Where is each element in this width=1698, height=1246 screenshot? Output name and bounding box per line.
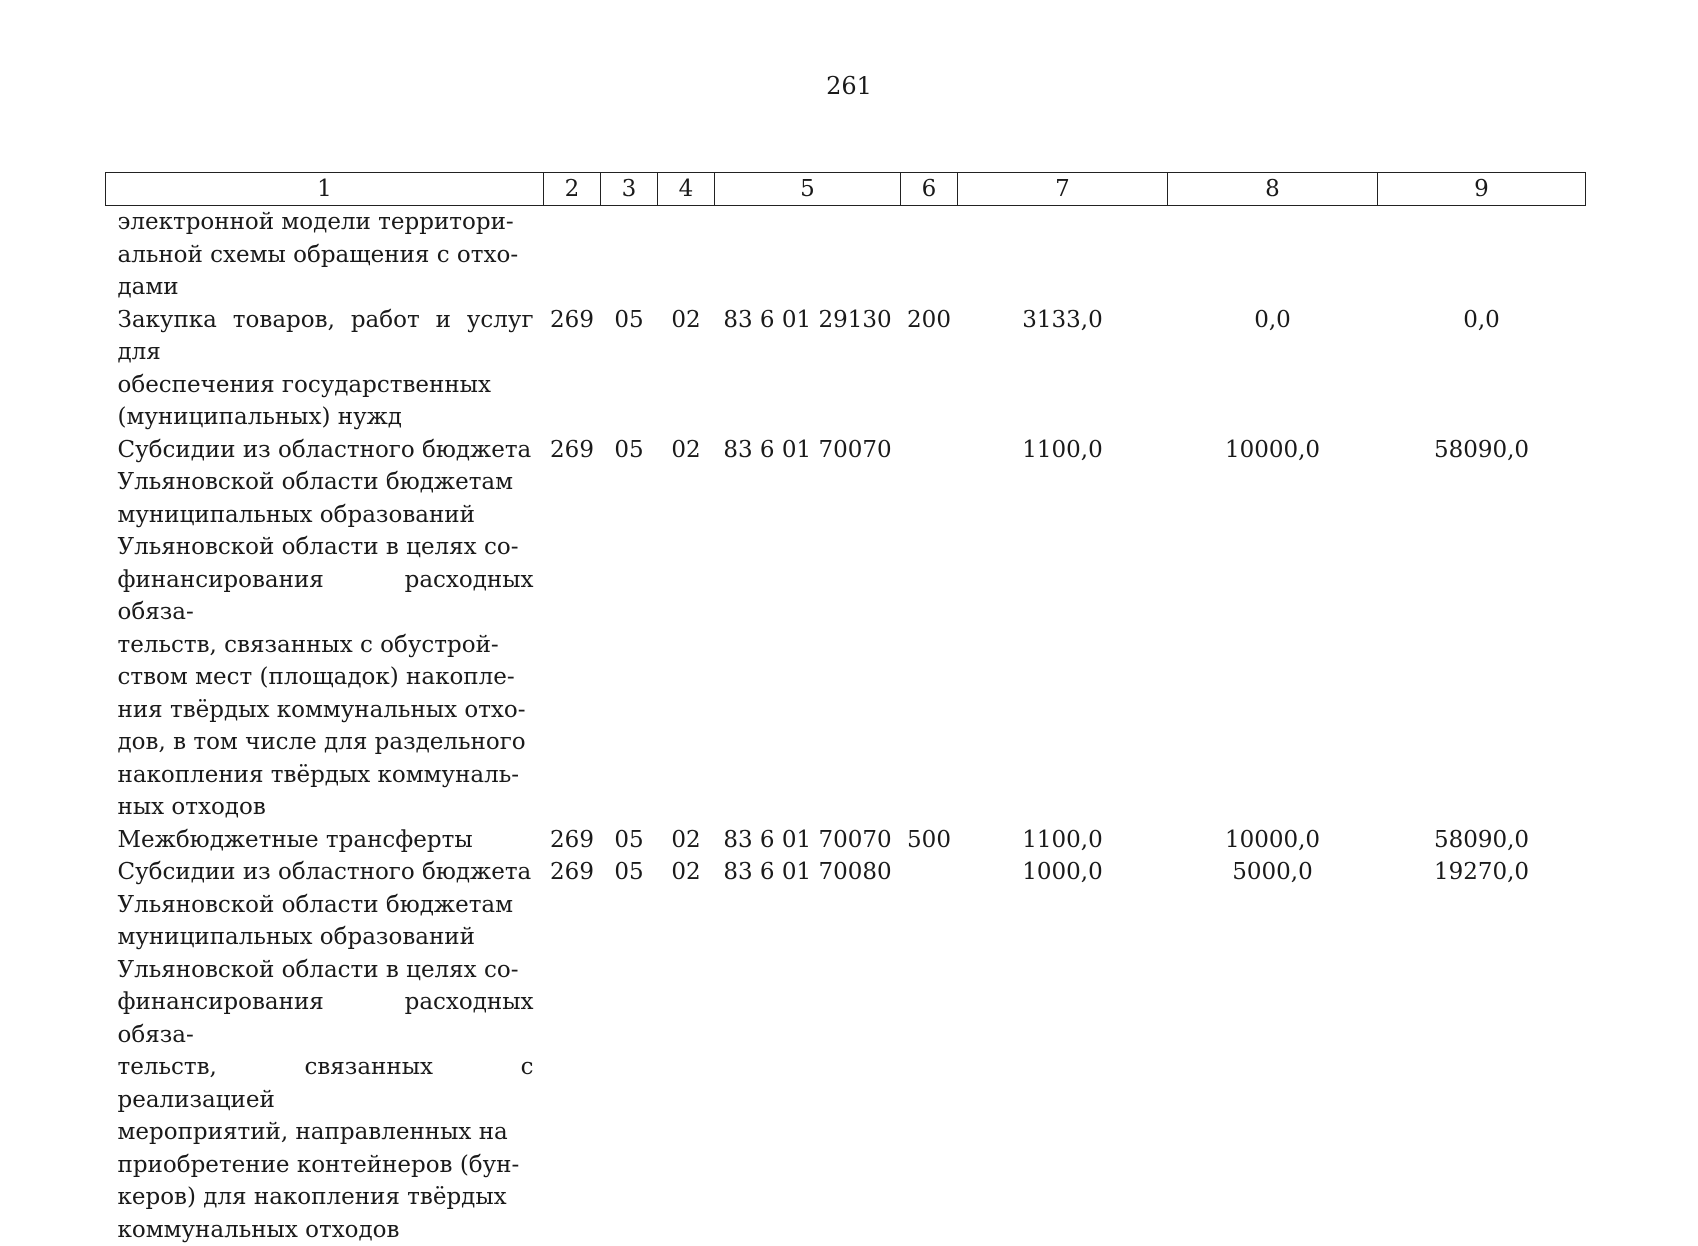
table-row [106, 304, 1586, 434]
description-line: муниципальных образований [118, 499, 534, 532]
cell-c5: 83 6 01 70070 [715, 824, 901, 857]
description-line: финансирования расходных обяза- [118, 986, 534, 1051]
description-line: Ульяновской области в целях со- [118, 954, 534, 987]
cell-c2: 269 [544, 304, 601, 434]
header-col-5: 5 [715, 173, 901, 206]
row-description [106, 856, 544, 1246]
cell-c5: 83 6 01 29130 [715, 304, 901, 434]
cell-c7 [958, 206, 1168, 304]
description-line: (муниципальных) нужд [118, 401, 534, 434]
cell-c9 [1378, 206, 1586, 304]
description-line: керов) для накопления твёрдых [118, 1181, 534, 1214]
row-description [106, 304, 544, 434]
description-line: коммунальных отходов [118, 1214, 534, 1246]
cell-c8 [1168, 206, 1378, 304]
cell-c4: 02 [658, 304, 715, 434]
cell-c7: 1000,0 [958, 856, 1168, 1246]
cell-c7: 3133,0 [958, 304, 1168, 434]
cell-c4: 02 [658, 434, 715, 824]
cell-c5: 83 6 01 70080 [715, 856, 901, 1246]
cell-c9: 0,0 [1378, 304, 1586, 434]
cell-c4: 02 [658, 856, 715, 1246]
cell-c9: 58090,0 [1378, 434, 1586, 824]
description-line: ния твёрдых коммунальных отхо- [118, 694, 534, 727]
cell-c2 [544, 206, 601, 304]
cell-c8: 0,0 [1168, 304, 1378, 434]
cell-c2: 269 [544, 824, 601, 857]
description-line: Ульяновской области в целях со- [118, 531, 534, 564]
description-line: муниципальных образований [118, 921, 534, 954]
table-header [106, 173, 1586, 206]
description-line: Ульяновской области бюджетам [118, 889, 534, 922]
header-col-8: 8 [1168, 173, 1378, 206]
description-line: мероприятий, направленных на [118, 1116, 534, 1149]
cell-c3: 05 [601, 856, 658, 1246]
cell-c6: 500 [901, 824, 958, 857]
cell-c3: 05 [601, 824, 658, 857]
description-line: обеспечения государственных [118, 369, 534, 402]
table-row [106, 856, 1586, 1246]
description-line: финансирования расходных обяза- [118, 564, 534, 629]
row-description [106, 206, 544, 304]
cell-c9: 58090,0 [1378, 824, 1586, 857]
table-body [106, 206, 1586, 1246]
cell-c6: 200 [901, 304, 958, 434]
description-line: ных отходов [118, 791, 534, 824]
cell-c8: 10000,0 [1168, 824, 1378, 857]
description-line: ством мест (площадок) накопле- [118, 661, 534, 694]
header-row [106, 173, 1586, 206]
cell-c8: 5000,0 [1168, 856, 1378, 1246]
header-col-6: 6 [901, 173, 958, 206]
cell-c3: 05 [601, 434, 658, 824]
header-col-4: 4 [658, 173, 715, 206]
description-line: альной схемы обращения с отхо- [118, 239, 534, 272]
table-row [106, 434, 1586, 824]
cell-c6 [901, 856, 958, 1246]
budget-table [105, 172, 1586, 1246]
cell-c5: 83 6 01 70070 [715, 434, 901, 824]
description-line: Закупка товаров, работ и услуг для [118, 304, 534, 369]
cell-c6 [901, 434, 958, 824]
description-line: дов, в том числе для раздельного [118, 726, 534, 759]
description-line: электронной модели территори- [118, 206, 534, 239]
cell-c5 [715, 206, 901, 304]
description-line: Субсидии из областного бюджета [118, 856, 534, 889]
header-col-9: 9 [1378, 173, 1586, 206]
header-col-7: 7 [958, 173, 1168, 206]
cell-c7: 1100,0 [958, 824, 1168, 857]
header-col-1: 1 [106, 173, 544, 206]
cell-c3 [601, 206, 658, 304]
header-col-3: 3 [601, 173, 658, 206]
description-line: Субсидии из областного бюджета [118, 434, 534, 467]
cell-c4: 02 [658, 824, 715, 857]
cell-c3: 05 [601, 304, 658, 434]
header-col-2: 2 [544, 173, 601, 206]
cell-c7: 1100,0 [958, 434, 1168, 824]
description-line: тельств, связанных с обустрой- [118, 629, 534, 662]
description-line: накопления твёрдых коммуналь- [118, 759, 534, 792]
page-number: 261 [0, 72, 1698, 100]
description-line: Ульяновской области бюджетам [118, 466, 534, 499]
cell-c6 [901, 206, 958, 304]
cell-c2: 269 [544, 856, 601, 1246]
cell-c8: 10000,0 [1168, 434, 1378, 824]
description-line: дами [118, 271, 534, 304]
budget-table-container [105, 172, 1585, 1246]
row-description [106, 434, 544, 824]
table-row [106, 206, 1586, 304]
cell-c9: 19270,0 [1378, 856, 1586, 1246]
row-description [106, 824, 544, 857]
description-line: Межбюджетные трансферты [118, 824, 534, 857]
description-line: приобретение контейнеров (бун- [118, 1149, 534, 1182]
cell-c2: 269 [544, 434, 601, 824]
description-line: тельств, связанных с реализацией [118, 1051, 534, 1116]
table-row [106, 824, 1586, 857]
cell-c4 [658, 206, 715, 304]
